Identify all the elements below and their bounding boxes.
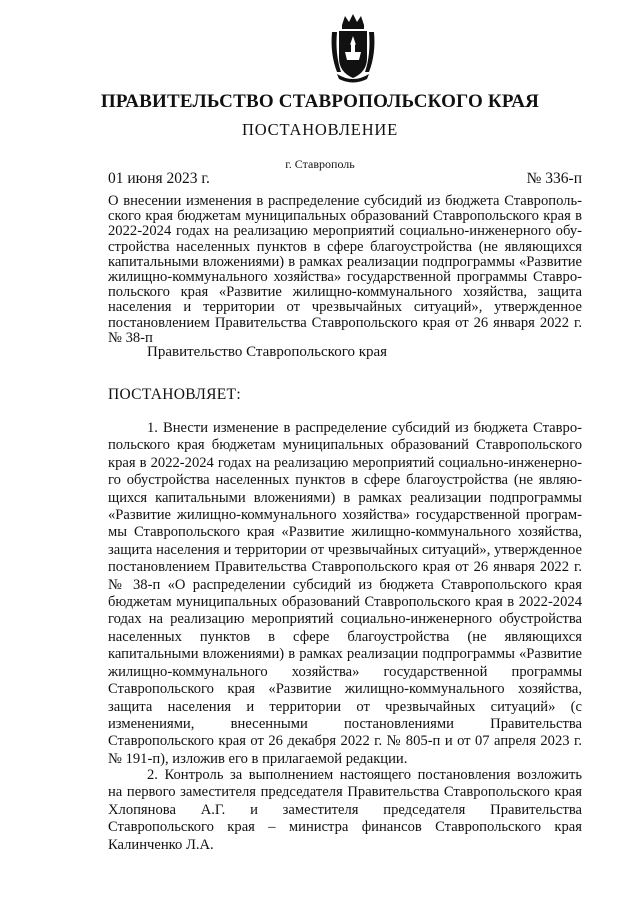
paragraph-2: 2. Контроль за выполнением настоящего постановления возложить на первого заместителя председателя Правительства Ставропольского края Хлопянова А.Г. и заместителя председателя Правительства Ставропольского края – министра финансов Ставропольского края Калинченко Л.А.	[108, 767, 582, 853]
preamble: Правительство Ставропольского края	[147, 344, 388, 360]
coat-of-arms-icon	[329, 12, 377, 84]
city-label: г. Ставрополь	[285, 157, 355, 171]
paragraph-1: 1. Внести изменение в распределение субсидий из бюджета Ставропольского края бюджетам муниципальных образований Ставропольского края в 2022-2024 годах на реализацию мероприятий социально-инженерного обустройства населенных пунктов в сфере благоустройства (не являющихся капитальными вложениями) в рамках реализации подпрограммы «Развитие жилищно-коммунального хозяйства» государственной программы Ставропольского края «Развитие жилищно-коммунального хозяйства, защита населения и территории от чрезвычайных ситуаций», утвержденное постановлением Правительства Ставропольского края от 26 января 2022 г. № 38-п «О распределении субсидий из бюджета Ставропольского края бюджетам муниципальных образований Ставропольского края в 2022-2024 годах на реализацию мероприятий социально-инженерного обустройства населенных пунктов в сфере благоустройства (не являющихся капитальными вложениями) в рамках реализации подпрограммы «Развитие жилищно-коммунального хозяйства» государственной программы Ставропольского края «Развитие жилищно-коммунального хозяйства, защита населения и территории от чрезвычайных ситуаций» (с изменениями, внесенными постановлениями Правительства Ставропольского края от 26 декабря 2022 г. № 805-п и от 07 апреля 2023 г. № 191-п), изложив его в прилагаемой редакции.	[108, 420, 582, 767]
document-subject: О внесении изменения в распределение субсидий из бюджета Ставропольского края бюджетам муниципальных образований Ставропольского края в 2022-2024 годах на реализацию мероприятий социально-инженерного обустройства населенных пунктов в сфере благоустройства (не являющихся капитальными вложениями) в рамках реализации подпрограммы «Развитие жилищно-коммунального хозяйства» государственной программы Ставропольского края «Развитие жилищно-коммунального хозяйства, защита населения и территории от чрезвычайных ситуаций», утвержденное постановлением Правительства Ставропольского края от 26 января 2022 г. № 38-п	[108, 193, 582, 346]
document-type: ПОСТАНОВЛЕНИЕ	[242, 120, 398, 139]
document-number: № 336-п	[526, 170, 582, 187]
decree-heading: ПОСТАНОВЛЯЕТ:	[108, 386, 241, 403]
document-date: 01 июня 2023 г.	[108, 170, 210, 187]
government-title: ПРАВИТЕЛЬСТВО СТАВРОПОЛЬСКОГО КРАЯ	[100, 91, 540, 112]
